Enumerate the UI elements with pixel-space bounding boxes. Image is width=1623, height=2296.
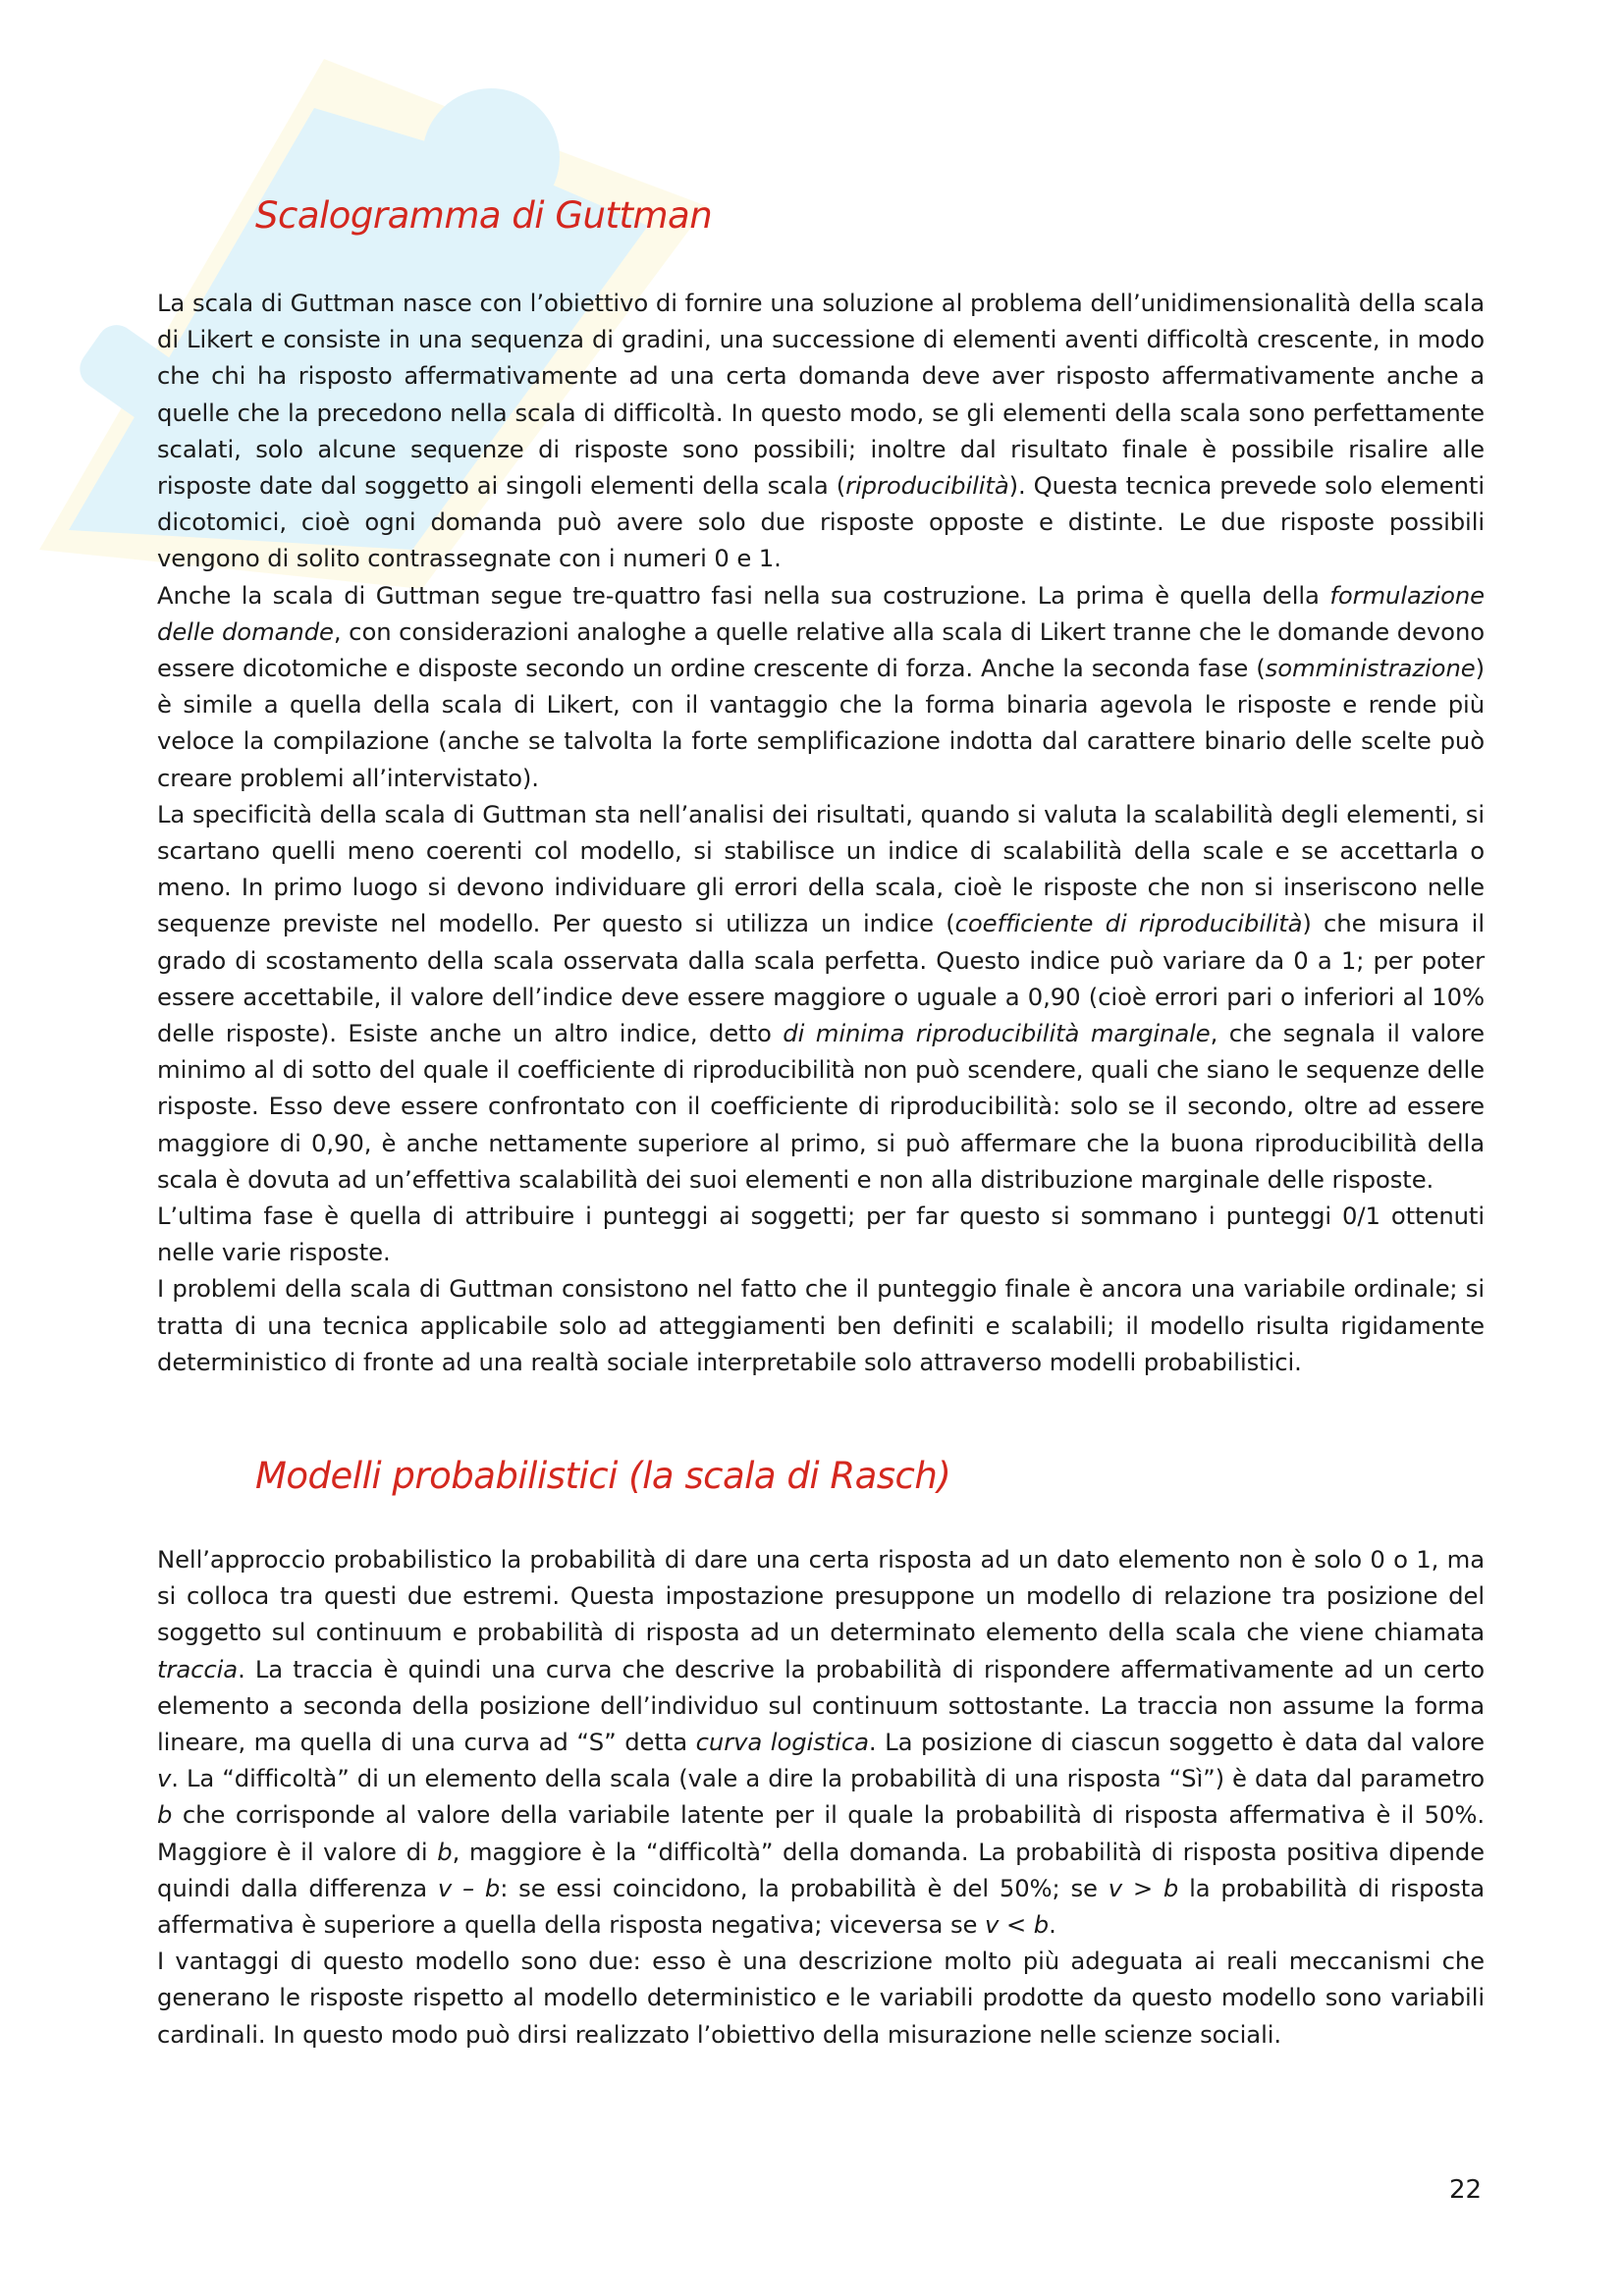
paragraph: Nell’approccio probabilistico la probabilità di dare una certa risposta ad un dato elemento non è solo 0 o 1, ma si colloca tra questi due estremi. Questa impostazione presuppone un modello di relazione tra posizione del soggetto sul continuum e probabilità di risposta ad un determinato elemento della scala che viene chiamata traccia. La traccia è quindi una curva che descrive la probabilità di rispondere affermativamente ad un certo elemento a seconda della posizione dell’individuo sul continuum sottostante. La traccia non assume la forma lineare, ma quella di una curva ad “S” detta curva logistica. La posizione di ciascun soggetto è data dal valore v. La “difficoltà” di un elemento della scala (vale a dire la probabilità di una risposta “Sì”) è data dal parametro b che corrisponde al valore della variabile latente per il quale la probabilità di risposta affermativa è il 50%. Maggiore è il valore di b, maggiore è la “difficoltà” della domanda. La probabilità di risposta positiva dipende quindi dalla differenza v – b: se essi coincidono, la probabilità è del 50%; se v > b la probabilità di risposta affermativa è superiore a quella della risposta negativa; viceversa se v < b.: [157, 1545, 1485, 1940]
italic-term: v: [157, 1764, 172, 1793]
paragraph: I problemi della scala di Guttman consistono nel fatto che il punteggio finale è ancora una variabile ordinale; si tratta di una tecnica applicabile solo ad atteggiamenti ben definiti e scalabili; il modello risulta rigidamente deterministico di fronte ad una realtà sociale interpretabile solo attraverso modelli probabilistici.: [157, 1274, 1485, 1376]
section-heading-rasch: Modelli probabilistici (la scala di Rasch): [255, 1455, 951, 1497]
italic-term: formulazione delle domande: [157, 580, 1485, 646]
italic-term: v – b: [437, 1873, 501, 1902]
section-body-guttman: [157, 285, 1485, 1380]
italic-term: v > b: [1108, 1873, 1179, 1902]
italic-term: coefficiente di riproducibilità: [954, 909, 1303, 938]
paragraph: L’ultima fase è quella di attribuire i punteggi ai soggetti; per far questo si sommano i punteggi 0/1 ottenuti nelle varie risposte.: [157, 1201, 1485, 1267]
section-heading-guttman: Scalogramma di Guttman: [255, 194, 713, 237]
section-body-rasch: [157, 1541, 1485, 2053]
italic-term: curva logistica: [695, 1728, 869, 1757]
italic-term: v < b: [985, 1910, 1050, 1940]
italic-term: di minima riproducibilità marginale: [783, 1019, 1211, 1048]
italic-term: b: [157, 1800, 173, 1830]
italic-term: traccia: [157, 1654, 239, 1683]
italic-term: b: [437, 1837, 453, 1866]
paragraph: La specificità della scala di Guttman sta nell’analisi dei risultati, quando si valuta la scalabilità degli elementi, si scartano quelli meno coerenti col modello, si stabilisce un indice di scalabilità della scale e se accettarla o meno. In primo luogo si devono individuare gli errori della scala, cioè le risposte che non si inseriscono nelle sequenze previste nel modello. Per questo si utilizza un indice (coefficiente di riproducibilità) che misura il grado di scostamento della scala osservata dalla scala perfetta. Questo indice può variare da 0 a 1; per poter essere accettabile, il valore dell’indice deve essere maggiore o uguale a 0,90 (cioè errori pari o inferiori al 10% delle risposte). Esiste anche un altro indice, detto di minima riproducibilità marginale, che segnala il valore minimo al di sotto del quale il coefficiente di riproducibilità non può scendere, quali che siano le sequenze delle risposte. Esso deve essere confrontato con il coefficiente di riproducibilità: solo se il secondo, oltre ad essere maggiore di 0,90, è anche nettamente superiore al primo, si può affermare che la buona riproducibilità della scala è dovuta ad un’effettiva scalabilità dei suoi elementi e non alla distribuzione marginale delle risposte.: [157, 799, 1485, 1194]
italic-term: somministrazione: [1265, 654, 1476, 683]
paragraph: I vantaggi di questo modello sono due: esso è una descrizione molto più adeguata ai reali meccanismi che generano le risposte rispetto al modello deterministico e le variabili prodotte da questo modello sono variabili cardinali. In questo modo può dirsi realizzato l’obiettivo della misurazione nelle scienze sociali.: [157, 1947, 1485, 2049]
paragraph: Anche la scala di Guttman segue tre-quattro fasi nella sua costruzione. La prima è quella della formulazione delle domande, con considerazioni analoghe a quelle relative alla scala di Likert tranne che le domande devono essere dicotomiche e disposte secondo un ordine crescente di forza. Anche la seconda fase (somministrazione) è simile a quella della scala di Likert, con il vantaggio che la forma binaria agevola le risposte e rende più veloce la compilazione (anche se talvolta la forte semplificazione indotta dal carattere binario delle scelte può creare problemi all’intervistato).: [157, 580, 1486, 792]
italic-term: riproducibilità: [845, 471, 1009, 501]
page-number: 22: [1449, 2175, 1483, 2205]
paragraph: La scala di Guttman nasce con l’obiettivo di fornire una soluzione al problema dell’unidimensionalità della scala di Likert e consiste in una sequenza di gradini, una successione di elementi aventi difficoltà crescente, in modo che chi ha risposto affermativamente ad una certa domanda deve aver risposto affermativamente anche a quelle che la precedono nella scala di difficoltà. In questo modo, se gli elementi della scala sono perfettamente scalati, solo alcune sequenze di risposte sono possibili; inoltre dal risultato finale è possibile risalire alle risposte date dal soggetto ai singoli elementi della scala (riproducibilità). Questa tecnica prevede solo elementi dicotomici, cioè ogni domanda può avere solo due risposte opposte e distinte. Le due risposte possibili vengono di solito contrassegnate con i numeri 0 e 1.: [157, 289, 1485, 573]
